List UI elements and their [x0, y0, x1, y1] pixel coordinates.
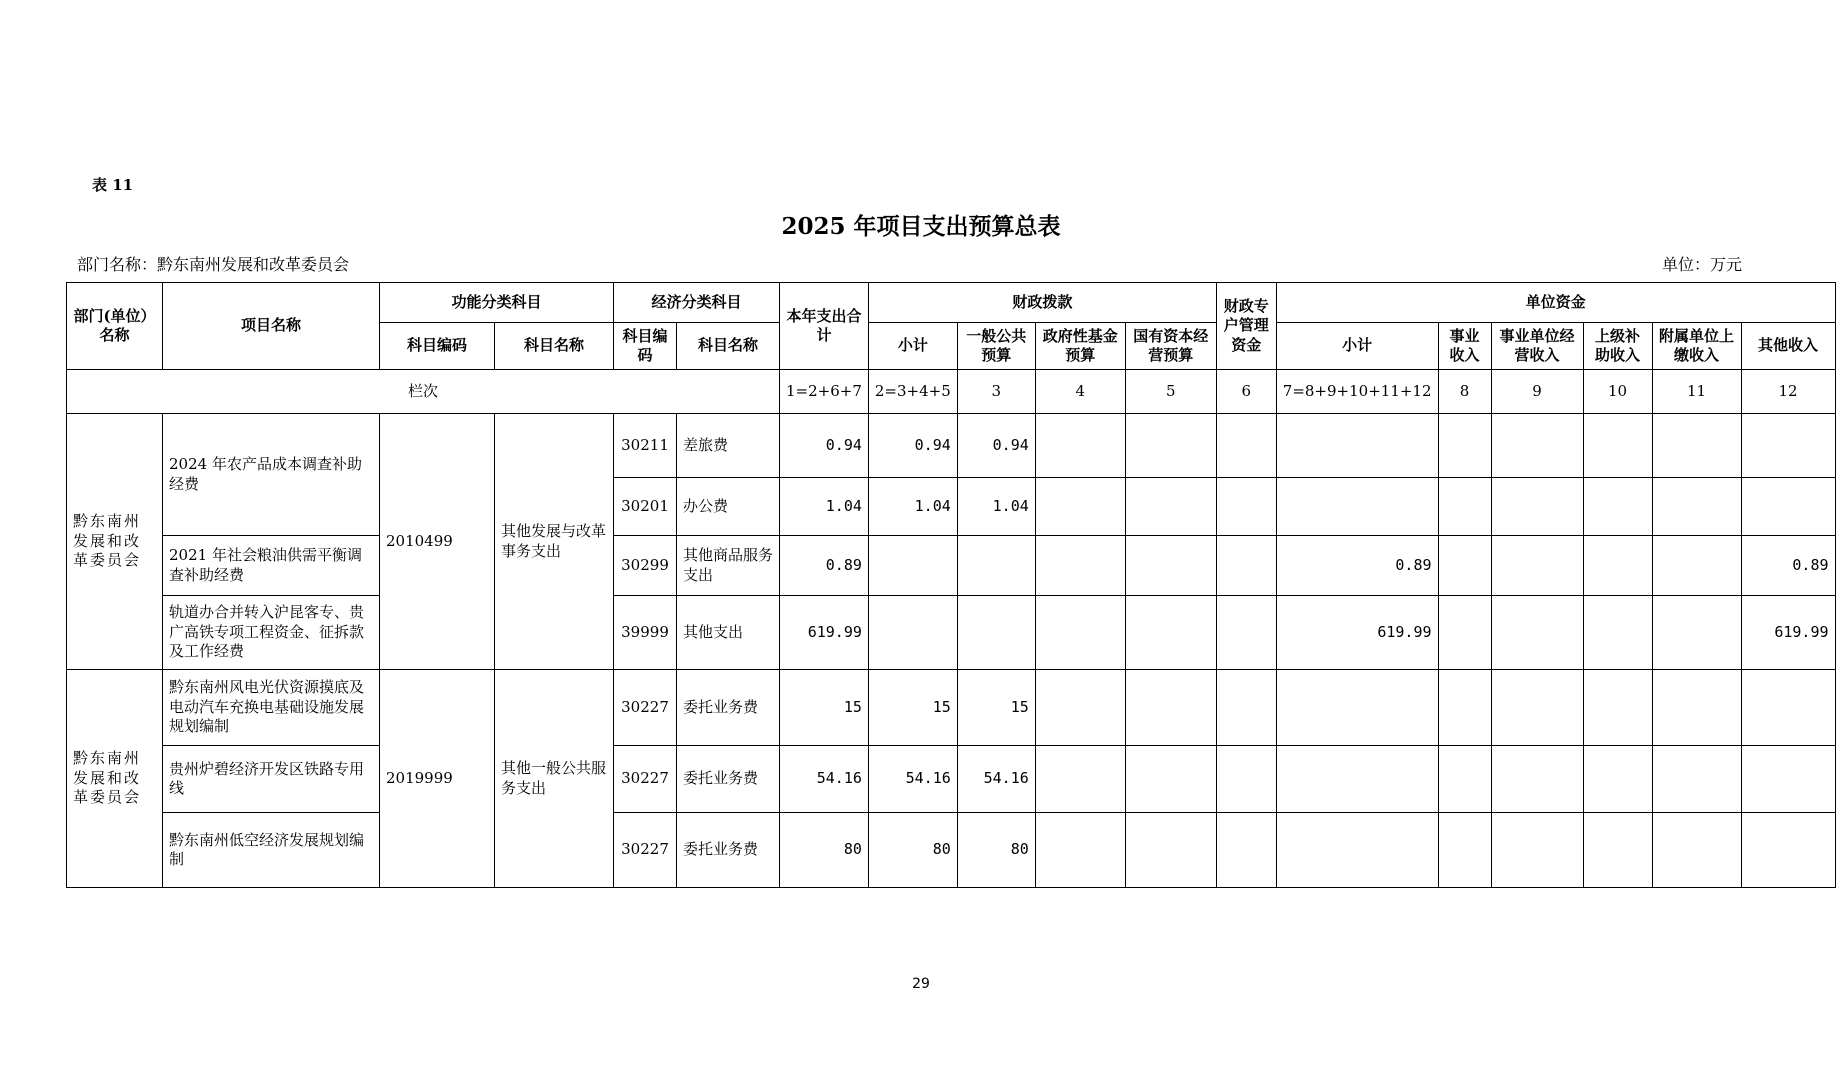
header-func-code: 科目编码 — [380, 323, 495, 370]
general-budget-cell: 54.16 — [957, 746, 1035, 813]
total-cell: 15 — [780, 670, 869, 746]
fiscal-subtotal-cell: 0.94 — [868, 414, 957, 478]
econ-name-cell: 委托业务费 — [677, 670, 780, 746]
header-fiscal-subtotal: 小计 — [868, 323, 957, 370]
fiscal-subtotal-cell — [868, 536, 957, 596]
department-name: 部门名称：黔东南州发展和改革委员会 — [77, 255, 350, 274]
func-name-cell: 其他一般公共服务支出 — [495, 670, 614, 888]
table-label: 表 11 — [92, 176, 134, 194]
general-budget-cell: 80 — [957, 813, 1035, 888]
header-total: 本年支出合计 — [780, 283, 869, 370]
econ-code-cell: 30211 — [614, 414, 677, 478]
total-cell: 80 — [780, 813, 869, 888]
index-cell: 4 — [1035, 370, 1125, 414]
header-upper-subsidy: 上级补助收入 — [1583, 323, 1652, 370]
dept-cell: 黔东南州发展和改革委员会 — [67, 670, 163, 888]
index-cell: 3 — [957, 370, 1035, 414]
total-cell: 0.94 — [780, 414, 869, 478]
header-state-capital: 国有资本经营预算 — [1125, 323, 1216, 370]
fiscal-subtotal-cell: 54.16 — [868, 746, 957, 813]
unit-label: 单位：万元 — [1661, 255, 1742, 274]
index-cell: 2=3+4+5 — [868, 370, 957, 414]
index-cell: 8 — [1438, 370, 1491, 414]
header-econ-name: 科目名称 — [677, 323, 780, 370]
index-cell: 5 — [1125, 370, 1216, 414]
header-fiscal-group: 财政拨款 — [868, 283, 1216, 323]
index-cell: 11 — [1652, 370, 1741, 414]
general-budget-cell: 0.94 — [957, 414, 1035, 478]
econ-code-cell: 30201 — [614, 478, 677, 536]
other-income-cell — [1741, 414, 1835, 478]
econ-name-cell: 其他商品服务支出 — [677, 536, 780, 596]
fiscal-subtotal-cell: 15 — [868, 670, 957, 746]
header-econ-code: 科目编码 — [614, 323, 677, 370]
table-row — [67, 670, 1836, 746]
index-cell: 6 — [1216, 370, 1276, 414]
general-budget-cell: 15 — [957, 670, 1035, 746]
unit-subtotal-cell — [1276, 478, 1438, 536]
unit-subtotal-cell: 619.99 — [1276, 596, 1438, 670]
index-cell: 7=8+9+10+11+12 — [1276, 370, 1438, 414]
fiscal-subtotal-cell: 1.04 — [868, 478, 957, 536]
index-cell: 1=2+6+7 — [780, 370, 869, 414]
general-budget-cell: 1.04 — [957, 478, 1035, 536]
header-project: 项目名称 — [163, 283, 380, 370]
header-special: 财政专户管理资金 — [1216, 283, 1276, 370]
project-cell: 2021 年社会粮油供需平衡调查补助经费 — [163, 536, 380, 596]
econ-name-cell: 委托业务费 — [677, 813, 780, 888]
unit-subtotal-cell — [1276, 414, 1438, 478]
other-income-cell: 0.89 — [1741, 536, 1835, 596]
econ-name-cell: 差旅费 — [677, 414, 780, 478]
econ-code-cell: 39999 — [614, 596, 677, 670]
econ-name-cell: 其他支出 — [677, 596, 780, 670]
project-cell: 贵州炉碧经济开发区铁路专用线 — [163, 746, 380, 813]
unit-subtotal-cell: 0.89 — [1276, 536, 1438, 596]
general-budget-cell — [957, 536, 1035, 596]
header-affiliated: 附属单位上缴收入 — [1652, 323, 1741, 370]
header-biz-op-income: 事业单位经营收入 — [1491, 323, 1583, 370]
table-row — [67, 414, 1836, 478]
index-cell: 9 — [1491, 370, 1583, 414]
func-code-cell: 2010499 — [380, 414, 495, 670]
total-cell: 1.04 — [780, 478, 869, 536]
index-cell: 12 — [1741, 370, 1835, 414]
header-func-name: 科目名称 — [495, 323, 614, 370]
total-cell: 54.16 — [780, 746, 869, 813]
func-code-cell: 2019999 — [380, 670, 495, 888]
budget-table — [66, 282, 1836, 888]
dept-cell: 黔东南州发展和改革委员会 — [67, 414, 163, 670]
econ-code-cell: 30227 — [614, 670, 677, 746]
econ-name-cell: 委托业务费 — [677, 746, 780, 813]
table-row — [67, 746, 1836, 813]
econ-code-cell: 30299 — [614, 536, 677, 596]
header-unit-group: 单位资金 — [1276, 283, 1835, 323]
header-other-income: 其他收入 — [1741, 323, 1835, 370]
header-dept: 部门(单位）名称 — [67, 283, 163, 370]
page-title: 2025 年项目支出预算总表 — [781, 213, 1061, 240]
project-cell: 2024 年农产品成本调查补助经费 — [163, 414, 380, 536]
header-func-group: 功能分类科目 — [380, 283, 614, 323]
fiscal-subtotal-cell: 80 — [868, 813, 957, 888]
header-biz-income: 事业收入 — [1438, 323, 1491, 370]
fiscal-subtotal-cell — [868, 596, 957, 670]
other-income-cell: 619.99 — [1741, 596, 1835, 670]
econ-code-cell: 30227 — [614, 813, 677, 888]
project-cell: 轨道办合并转入沪昆客专、贵广高铁专项工程资金、征拆款及工作经费 — [163, 596, 380, 670]
table-row — [67, 596, 1836, 670]
func-name-cell: 其他发展与改革事务支出 — [495, 414, 614, 670]
total-cell: 619.99 — [780, 596, 869, 670]
header-econ-group: 经济分类科目 — [614, 283, 780, 323]
index-label: 栏次 — [67, 370, 780, 414]
project-cell: 黔东南州低空经济发展规划编制 — [163, 813, 380, 888]
page-number: 29 — [912, 976, 930, 992]
table-row — [67, 536, 1836, 596]
econ-code-cell: 30227 — [614, 746, 677, 813]
econ-name-cell: 办公费 — [677, 478, 780, 536]
table-row — [67, 813, 1836, 888]
general-budget-cell — [957, 596, 1035, 670]
other-income-cell — [1741, 478, 1835, 536]
header-unit-subtotal: 小计 — [1276, 323, 1438, 370]
index-cell: 10 — [1583, 370, 1652, 414]
total-cell: 0.89 — [780, 536, 869, 596]
header-gov-fund: 政府性基金预算 — [1035, 323, 1125, 370]
project-cell: 黔东南州风电光伏资源摸底及电动汽车充换电基础设施发展规划编制 — [163, 670, 380, 746]
header-general-budget: 一般公共预算 — [957, 323, 1035, 370]
